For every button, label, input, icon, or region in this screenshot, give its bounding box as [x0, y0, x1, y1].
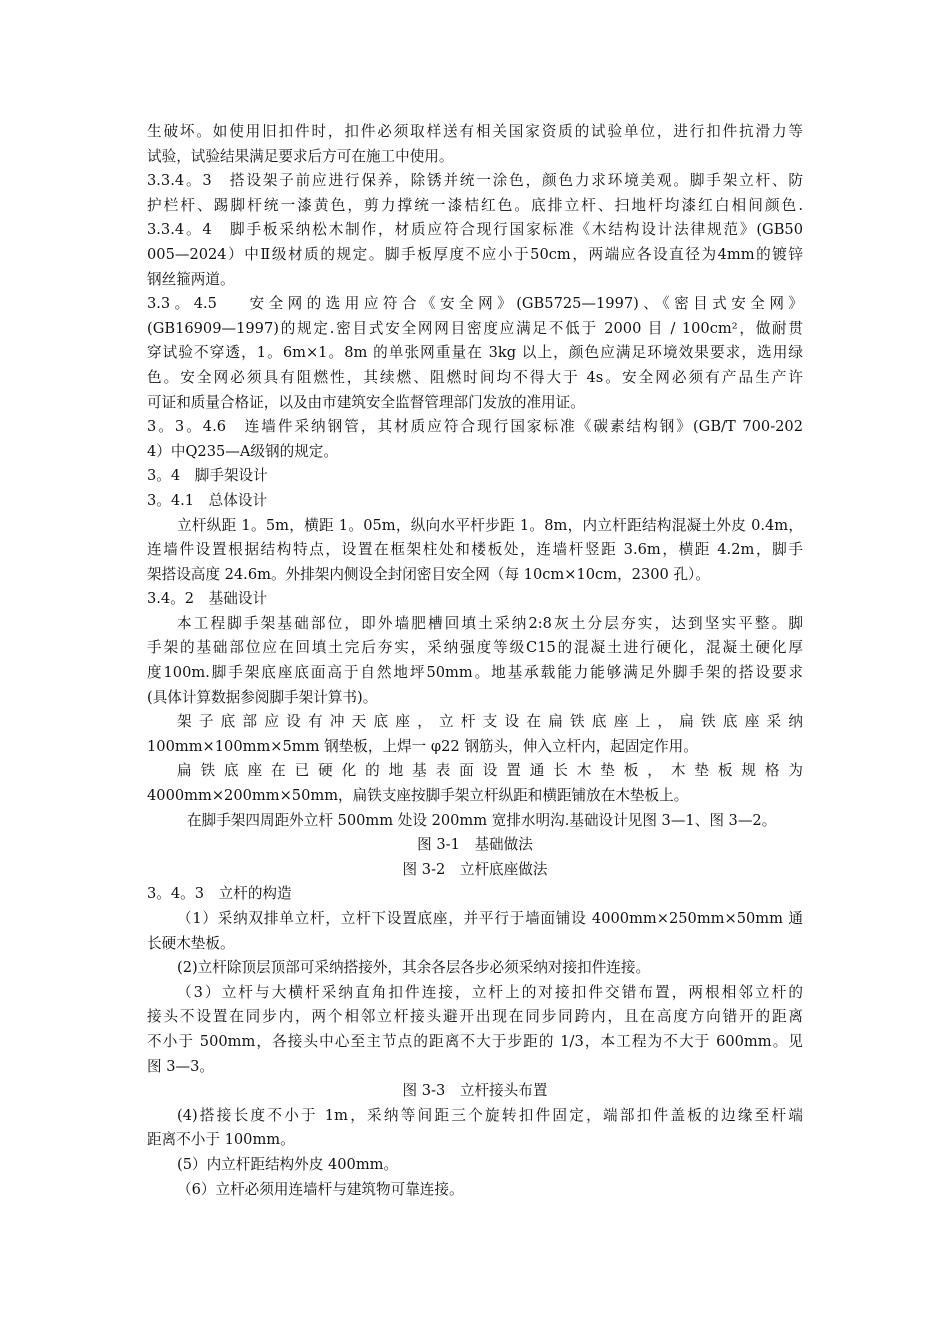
text-line: （3）立杆与大横杆采纳直角扣件连接，立杆上的对接扣件交错布置，两根相邻立杆的	[177, 983, 803, 1001]
section-3-3-4-3: 3.3.4。3 搭设架子前应进行保养，除锈并统一涂色，颜色力求环境美观。脚手架立杆、防	[147, 172, 803, 190]
text-line: 在脚手架四周距外立杆 500mm 处设 200mm 宽排水明沟.基础设计见图 3—1、图 3—2。	[187, 811, 777, 829]
document-body	[147, 120, 803, 1202]
text-line: 色。安全网必须具有阻燃性，其续燃、阻燃时间均不得大于 4s。安全网必须有产品生产许	[147, 368, 803, 386]
section-3-3-4-6: 3。3。4.6 连墙件采纳钢管，其材质应符合现行国家标准《碳素结构钢》(GB/T 700-202	[147, 418, 803, 436]
figure-caption-3-1: 图 3-1 基础做法	[417, 836, 533, 854]
text-line: 穿试验不穿透，1。6m×1。8m 的单张网重量在 3kg 以上，颜色应满足环境效果要求，选用绿	[147, 344, 803, 362]
text-line: (具体计算数据参阅脚手架计算书)。	[147, 688, 378, 706]
figure-caption-3-2: 图 3-2 立杆底座做法	[402, 860, 548, 878]
heading-3-4-1: 3。4.1 总体设计	[147, 491, 268, 509]
text-line: （1）采纳双排单立杆，立杆下设置底座，并平行于墙面铺设 4000mm×250mm×50mm 通	[177, 910, 803, 927]
text-line: 4000mm×200mm×50mm，扁铁支座按脚手架立杆纵距和横距铺放在木垫板上。	[147, 787, 689, 805]
text-line: 钢丝箍两道。	[147, 270, 235, 288]
text-line: 手架的基础部位应在回填土完后夯实，采纳强度等级C15的混凝土进行硬化，混凝土硬化厚	[147, 639, 803, 657]
text-line: 护栏杆、踢脚杆统一漆黄色，剪力撑统一漆桔红色。底排立杆、扫地杆均漆红白相间颜色.	[147, 196, 803, 214]
section-3-3-4-4: 3.3.4。4 脚手板采纳松木制作，材质应符合现行国家标准《木结构设计法律规范》(GB50	[147, 221, 803, 239]
text-line: 试验，试验结果满足要求后方可在施工中使用。	[147, 147, 454, 165]
figure-caption-3-3: 图 3-3 立杆接头布置	[402, 1082, 548, 1100]
text-line: 长硬木垫板。	[147, 934, 235, 952]
section-3-3-4-5: 3.3。4.5 安全网的选用应符合《安全网》(GB5725—1997)、《密目式安全网》	[147, 295, 803, 313]
heading-3-4: 3。4 脚手架设计	[147, 467, 268, 485]
text-line: 扁铁底座在已硬化的地基表面设置通长木垫板，木垫板规格为	[177, 762, 803, 780]
text-line: 005—2024）中Ⅱ级材质的规定。脚手板厚度不应小于50cm，两端应各设直径为4mm的镀锌	[147, 245, 803, 263]
text-line: (GB16909—1997)的规定.密目式安全网网目密度应满足不低于 2000 目 / 100cm²，做耐贯	[147, 319, 803, 337]
text-line: 可证和质量合格证，以及由市建筑安全监督管理部门发放的准用证。	[147, 393, 585, 411]
heading-3-4-3: 3。4。3 立杆的构造	[147, 885, 292, 903]
text-line: 4）中Q235—A级钢的规定。	[147, 442, 338, 460]
text-line: 本工程脚手架基础部位，即外墙肥槽回填土采纳2:8灰土分层夯实，达到坚实平整。脚	[177, 614, 803, 632]
text-line: (2)立杆除顶层顶部可采纳搭接外，其余各层各步必须采纳对接扣件连接。	[177, 959, 651, 977]
text-line: 立杆纵距 1。5m，横距 1。05m，纵向水平杆步距 1。8m，内立杆距结构混凝土外皮 0.4m，	[177, 516, 803, 534]
text-line: (4)搭接长度不小于 1m，采纳等间距三个旋转扣件固定，端部扣件盖板的边缘至杆端	[177, 1106, 803, 1124]
text-line: 生破坏。如使用旧扣件时，扣件必须取样送有相关国家资质的试验单位，进行扣件抗滑力等	[147, 123, 803, 140]
text-line: 度100m.脚手架底座底面高于自然地坪50mm。地基承载能力能够满足外脚手架的搭设要求	[147, 664, 803, 682]
text-line: （6）立杆必须用连墙杆与建筑物可靠连接。	[177, 1180, 464, 1198]
text-line: 100mm×100mm×5mm 钢垫板，上焊一 φ22 钢筋头，伸入立杆内，起固定作用。	[147, 737, 698, 755]
heading-3-4-2: 3.4。2 基础设计	[147, 590, 268, 608]
text-line: 接头不设置在同步内，两个相邻立杆接头避开出现在同步同跨内，且在高度方向错开的距离	[147, 1008, 803, 1026]
text-line: 图 3—3。	[147, 1057, 214, 1075]
text-line: 连墙件设置根据结构特点，设置在框架柱处和楼板处，连墙杆竖距 3.6m，横距 4.2m，脚手	[147, 541, 803, 559]
text-line: 架搭设高度 24.6m。外排架内侧设全封闭密目安全网（每 10cm×10cm，2300 孔）。	[147, 565, 710, 583]
text-line: (5）内立杆距结构外皮 400mm。	[177, 1155, 399, 1173]
text-line: 距离不小于 100mm。	[147, 1131, 295, 1149]
text-line: 不小于 500mm，各接头中心至主节点的距离不大于步距的 1/3，本工程为不大于 600mm。见	[147, 1032, 803, 1050]
text-line: 架子底部应设有冲天底座，立杆支设在扁铁底座上，扁铁底座采纳	[177, 713, 803, 731]
